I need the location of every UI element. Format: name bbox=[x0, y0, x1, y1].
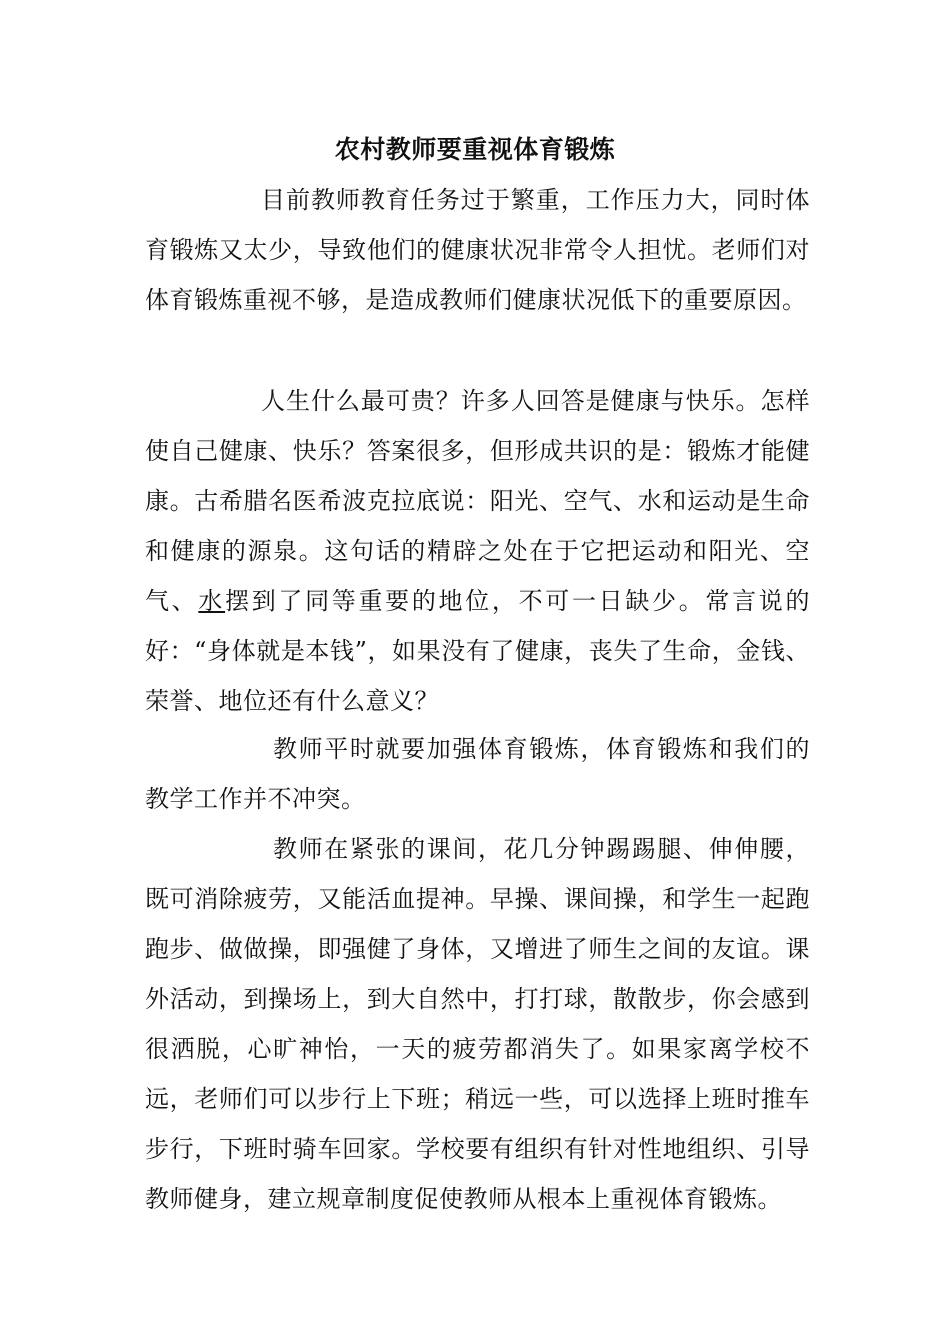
paragraph-4: 教师在紧张的课间，花几分钟踢踢腿、伸伸腰，既可消除疲劳，又能活血提神。早操、课间操，和学生一起跑跑步、做做操，即强健了身体，又增进了师生之间的友谊。课外活动，到操场上，到大自然中，打打球，散散步，你会感到很洒脱，心旷神怡，一天的疲劳都消失了。如果家离学校不远，老师们可以步行上下班；稍远一些，可以选择上班时推车步行，下班时骑车回家。学校要有组织有针对性地组织、引导教师健身，建立规章制度促使教师从根本上重视体育锻炼。 bbox=[145, 835, 810, 1213]
paragraph-2-part-b: 摆到了同等重要的地位，不可一日缺少。常言说的好：“身体就是本钱”，如果没有了健康，丧失了生命，金钱、荣誉、地位还有什么意义？ bbox=[145, 587, 810, 715]
paragraph-3: 教师平时就要加强体育锻炼，体育锻炼和我们的教学工作并不冲突。 bbox=[145, 735, 810, 813]
paragraph-2-part-a: 人生什么最可贵？许多人回答是健康与快乐。怎样使自己健康、快乐？答案很多，但形成共识的是：锻炼才能健康。古希腊名医希波克拉底说：阳光、空气、水和运动是生命和健康的源泉。这句话的精辟之处在于它把运动和阳光、空气、 bbox=[145, 387, 810, 615]
underlined-word: 水 bbox=[198, 587, 226, 615]
paragraph-1: 目前教师教育任务过于繁重，工作压力大，同时体育锻炼又太少，导致他们的健康状况非常令人担忧。老师们对体育锻炼重视不够，是造成教师们健康状况低下的重要原因。 bbox=[145, 186, 810, 314]
paragraph-2 bbox=[145, 376, 810, 726]
document-title: 农村教师要重视体育锻炼 bbox=[334, 135, 616, 164]
